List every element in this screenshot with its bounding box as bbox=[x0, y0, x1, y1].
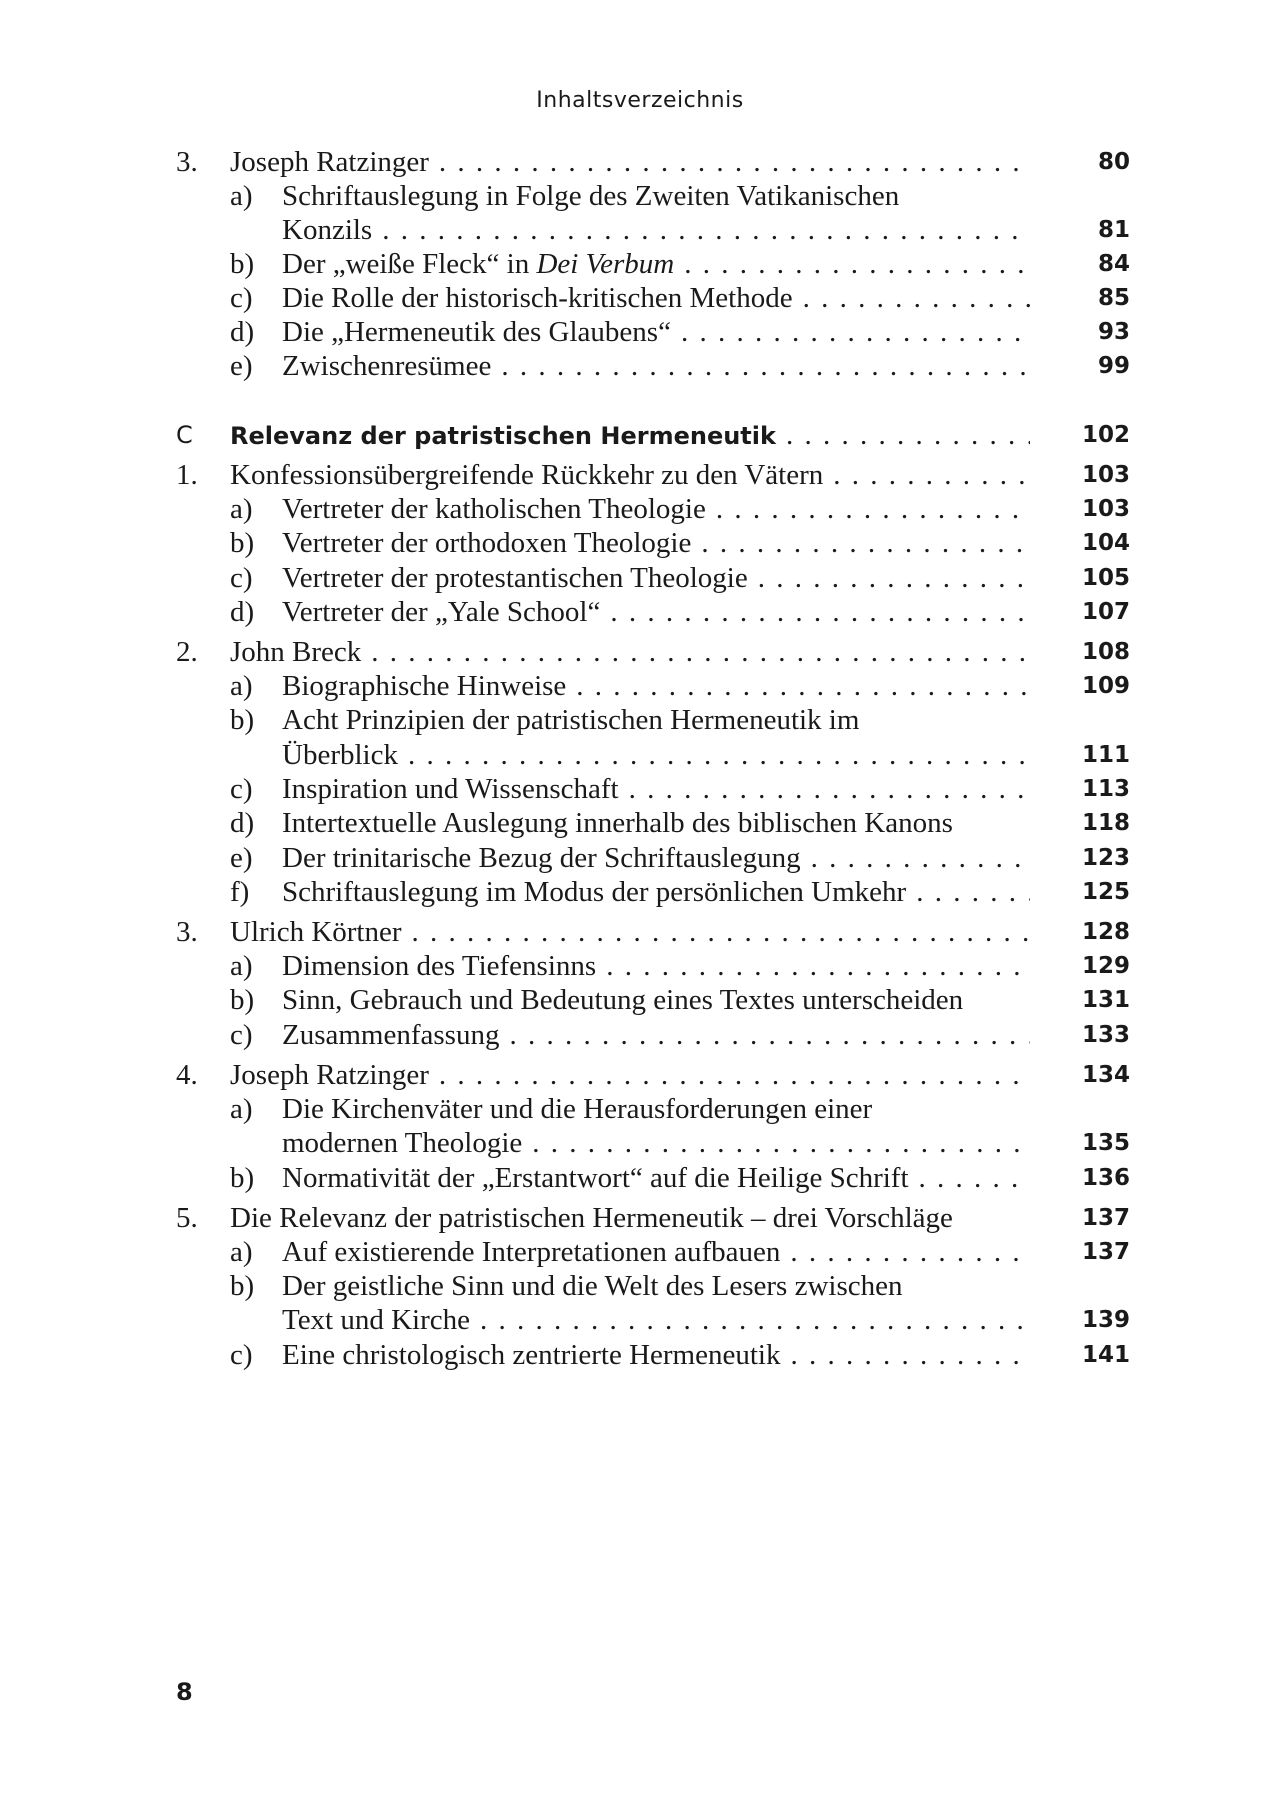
entry-title: modernen Theologie bbox=[282, 1127, 523, 1159]
entry-page: 84 bbox=[1097, 251, 1130, 277]
entry-title: Konfessionsübergreifende Rückkehr zu den Vätern bbox=[230, 459, 824, 491]
dot-leader bbox=[919, 1158, 1030, 1198]
entry-number: 3. bbox=[176, 916, 198, 948]
dot-leader bbox=[916, 872, 1030, 912]
entry-title: Sinn, Gebrauch und Bedeutung eines Textes unterscheiden bbox=[282, 984, 964, 1016]
entry-letter: e) bbox=[230, 350, 253, 382]
toc-entry-subsection[interactable] bbox=[0, 592, 1280, 632]
entry-letter: a) bbox=[230, 493, 253, 525]
entry-letter: c) bbox=[230, 562, 253, 594]
entry-page: 131 bbox=[1081, 987, 1130, 1013]
entry-letter: b) bbox=[230, 984, 255, 1016]
toc-entry-subsection[interactable] bbox=[0, 1335, 1280, 1375]
entry-page: 118 bbox=[1081, 810, 1130, 836]
entry-letter: a) bbox=[230, 950, 253, 982]
entry-title-italic: Dei Verbum bbox=[536, 248, 675, 280]
entry-title: Auf existierende Interpretationen aufbauen bbox=[282, 1236, 781, 1268]
entry-page: 128 bbox=[1081, 919, 1130, 945]
entry-letter: b) bbox=[230, 527, 255, 559]
entry-title: Vertreter der orthodoxen Theologie bbox=[282, 527, 692, 559]
dot-leader bbox=[790, 1335, 1030, 1375]
entry-title: Die Kirchenväter und die Herausforderungen einer bbox=[282, 1093, 873, 1125]
entry-page: 111 bbox=[1081, 742, 1130, 768]
dot-leader bbox=[532, 1123, 1030, 1163]
entry-title: Die „Hermeneutik des Glaubens“ bbox=[282, 316, 671, 348]
entry-title: Normativität der „Erstantwort“ auf die Heilige Schrift bbox=[282, 1162, 909, 1194]
entry-title: Acht Prinzipien der patristischen Hermeneutik im bbox=[282, 704, 860, 736]
entry-letter: c) bbox=[230, 1339, 253, 1371]
entry-title: Der geistliche Sinn und die Welt des Lesers zwischen bbox=[282, 1270, 903, 1302]
toc-entry-subsection[interactable] bbox=[0, 1158, 1280, 1198]
entry-page: 108 bbox=[1081, 639, 1130, 665]
entry-page: 80 bbox=[1097, 149, 1130, 175]
dot-leader bbox=[701, 523, 1030, 563]
entry-title: Biographische Hinweise bbox=[282, 670, 567, 702]
entry-title: Dimension des Tiefensinns bbox=[282, 950, 597, 982]
entry-page: 134 bbox=[1081, 1062, 1130, 1088]
entry-letter: b) bbox=[230, 1270, 255, 1302]
entry-title: Eine christologisch zentrierte Hermeneutik bbox=[282, 1339, 781, 1371]
entry-page: 103 bbox=[1081, 462, 1130, 488]
entry-title-text: Der „weiße Fleck“ in bbox=[282, 248, 537, 280]
toc-entry-subsection-continued[interactable] bbox=[0, 1123, 1280, 1163]
entry-page: 137 bbox=[1081, 1239, 1130, 1265]
entry-page: 81 bbox=[1097, 217, 1130, 243]
entry-page: 135 bbox=[1081, 1130, 1130, 1156]
entry-number: 2. bbox=[176, 636, 198, 668]
entry-page: 141 bbox=[1081, 1342, 1130, 1368]
entry-title: Vertreter der „Yale School“ bbox=[282, 596, 601, 628]
toc-entry-subsection[interactable] bbox=[0, 872, 1280, 912]
entry-letter: a) bbox=[230, 1236, 253, 1268]
entry-letter: a) bbox=[230, 1093, 253, 1125]
entry-page: 113 bbox=[1081, 776, 1130, 802]
entry-letter: d) bbox=[230, 596, 255, 628]
entry-letter: b) bbox=[230, 704, 255, 736]
dot-leader bbox=[786, 415, 1030, 455]
running-head: Inhaltsverzeichnis bbox=[536, 88, 744, 113]
entry-page: 136 bbox=[1081, 1165, 1130, 1191]
toc-entry-subsection[interactable] bbox=[0, 700, 1280, 740]
entry-number: 3. bbox=[176, 146, 198, 178]
entry-title: Konzils bbox=[282, 214, 373, 246]
entry-page: 137 bbox=[1081, 1205, 1130, 1231]
entry-title: Die Rolle der historisch-kritischen Methode bbox=[282, 282, 793, 314]
entry-title: Intertextuelle Auslegung innerhalb des biblischen Kanons bbox=[282, 807, 953, 839]
entry-number: 1. bbox=[176, 459, 198, 491]
toc-entry-subsection[interactable] bbox=[0, 803, 1280, 843]
entry-page: 104 bbox=[1081, 530, 1130, 556]
toc-entry-subsection-continued[interactable] bbox=[0, 1300, 1280, 1340]
entry-title: Die Relevanz der patristischen Hermeneutik – drei Vorschläge bbox=[230, 1202, 953, 1234]
entry-page: 125 bbox=[1081, 879, 1130, 905]
entry-title: Schriftauslegung im Modus der persönlichen Umkehr bbox=[282, 876, 907, 908]
toc-entry-subsection[interactable] bbox=[0, 346, 1280, 386]
entry-letter: b) bbox=[230, 1162, 255, 1194]
entry-title: Inspiration und Wissenschaft bbox=[282, 773, 619, 805]
entry-title: John Breck bbox=[230, 636, 362, 668]
entry-title: Joseph Ratzinger bbox=[230, 1059, 429, 1091]
entry-letter: f) bbox=[230, 876, 250, 908]
entry-page: 123 bbox=[1081, 845, 1130, 871]
entry-title: Joseph Ratzinger bbox=[230, 146, 429, 178]
entry-page: 102 bbox=[1081, 422, 1130, 448]
entry-title: Überblick bbox=[282, 739, 398, 771]
entry-number: 4. bbox=[176, 1059, 198, 1091]
entry-page: 107 bbox=[1081, 599, 1130, 625]
entry-number: 5. bbox=[176, 1202, 198, 1234]
entry-letter: e) bbox=[230, 842, 253, 874]
toc-entry-subsection[interactable] bbox=[0, 1015, 1280, 1055]
entry-number: C bbox=[176, 421, 193, 449]
entry-page: 133 bbox=[1081, 1022, 1130, 1048]
dot-leader bbox=[501, 346, 1030, 386]
entry-letter: a) bbox=[230, 670, 253, 702]
entry-letter: d) bbox=[230, 316, 255, 348]
dot-leader bbox=[480, 1300, 1030, 1340]
entry-title: Relevanz der patristischen Hermeneutik bbox=[230, 422, 776, 450]
entry-letter: c) bbox=[230, 1019, 253, 1051]
toc-entry-part[interactable] bbox=[0, 415, 1280, 455]
entry-letter: b) bbox=[230, 248, 255, 280]
entry-title: Schriftauslegung in Folge des Zweiten Vatikanischen bbox=[282, 180, 900, 212]
entry-page: 105 bbox=[1081, 565, 1130, 591]
page-number: 8 bbox=[176, 1678, 193, 1706]
entry-page: 103 bbox=[1081, 496, 1130, 522]
entry-page: 93 bbox=[1097, 319, 1130, 345]
entry-title: Zusammenfassung bbox=[282, 1019, 500, 1051]
entry-letter: a) bbox=[230, 180, 253, 212]
entry-title: Vertreter der protestantischen Theologie bbox=[282, 562, 748, 594]
entry-page: 109 bbox=[1081, 673, 1130, 699]
entry-title: Ulrich Körtner bbox=[230, 916, 402, 948]
entry-page: 139 bbox=[1081, 1307, 1130, 1333]
dot-leader bbox=[610, 592, 1030, 632]
entry-page: 99 bbox=[1097, 353, 1130, 379]
entry-title: Text und Kirche bbox=[282, 1304, 471, 1336]
toc-entry-subsection[interactable] bbox=[0, 523, 1280, 563]
entry-letter: d) bbox=[230, 807, 255, 839]
entry-title: Vertreter der katholischen Theologie bbox=[282, 493, 706, 525]
entry-page: 129 bbox=[1081, 953, 1130, 979]
entry-title: Zwischenresümee bbox=[282, 350, 492, 382]
entry-letter: c) bbox=[230, 773, 253, 805]
toc-entry-subsection[interactable] bbox=[0, 980, 1280, 1020]
entry-page: 85 bbox=[1097, 285, 1130, 311]
entry-letter: c) bbox=[230, 282, 253, 314]
dot-leader bbox=[509, 1015, 1030, 1055]
entry-title: Der trinitarische Bezug der Schriftauslegung bbox=[282, 842, 801, 874]
